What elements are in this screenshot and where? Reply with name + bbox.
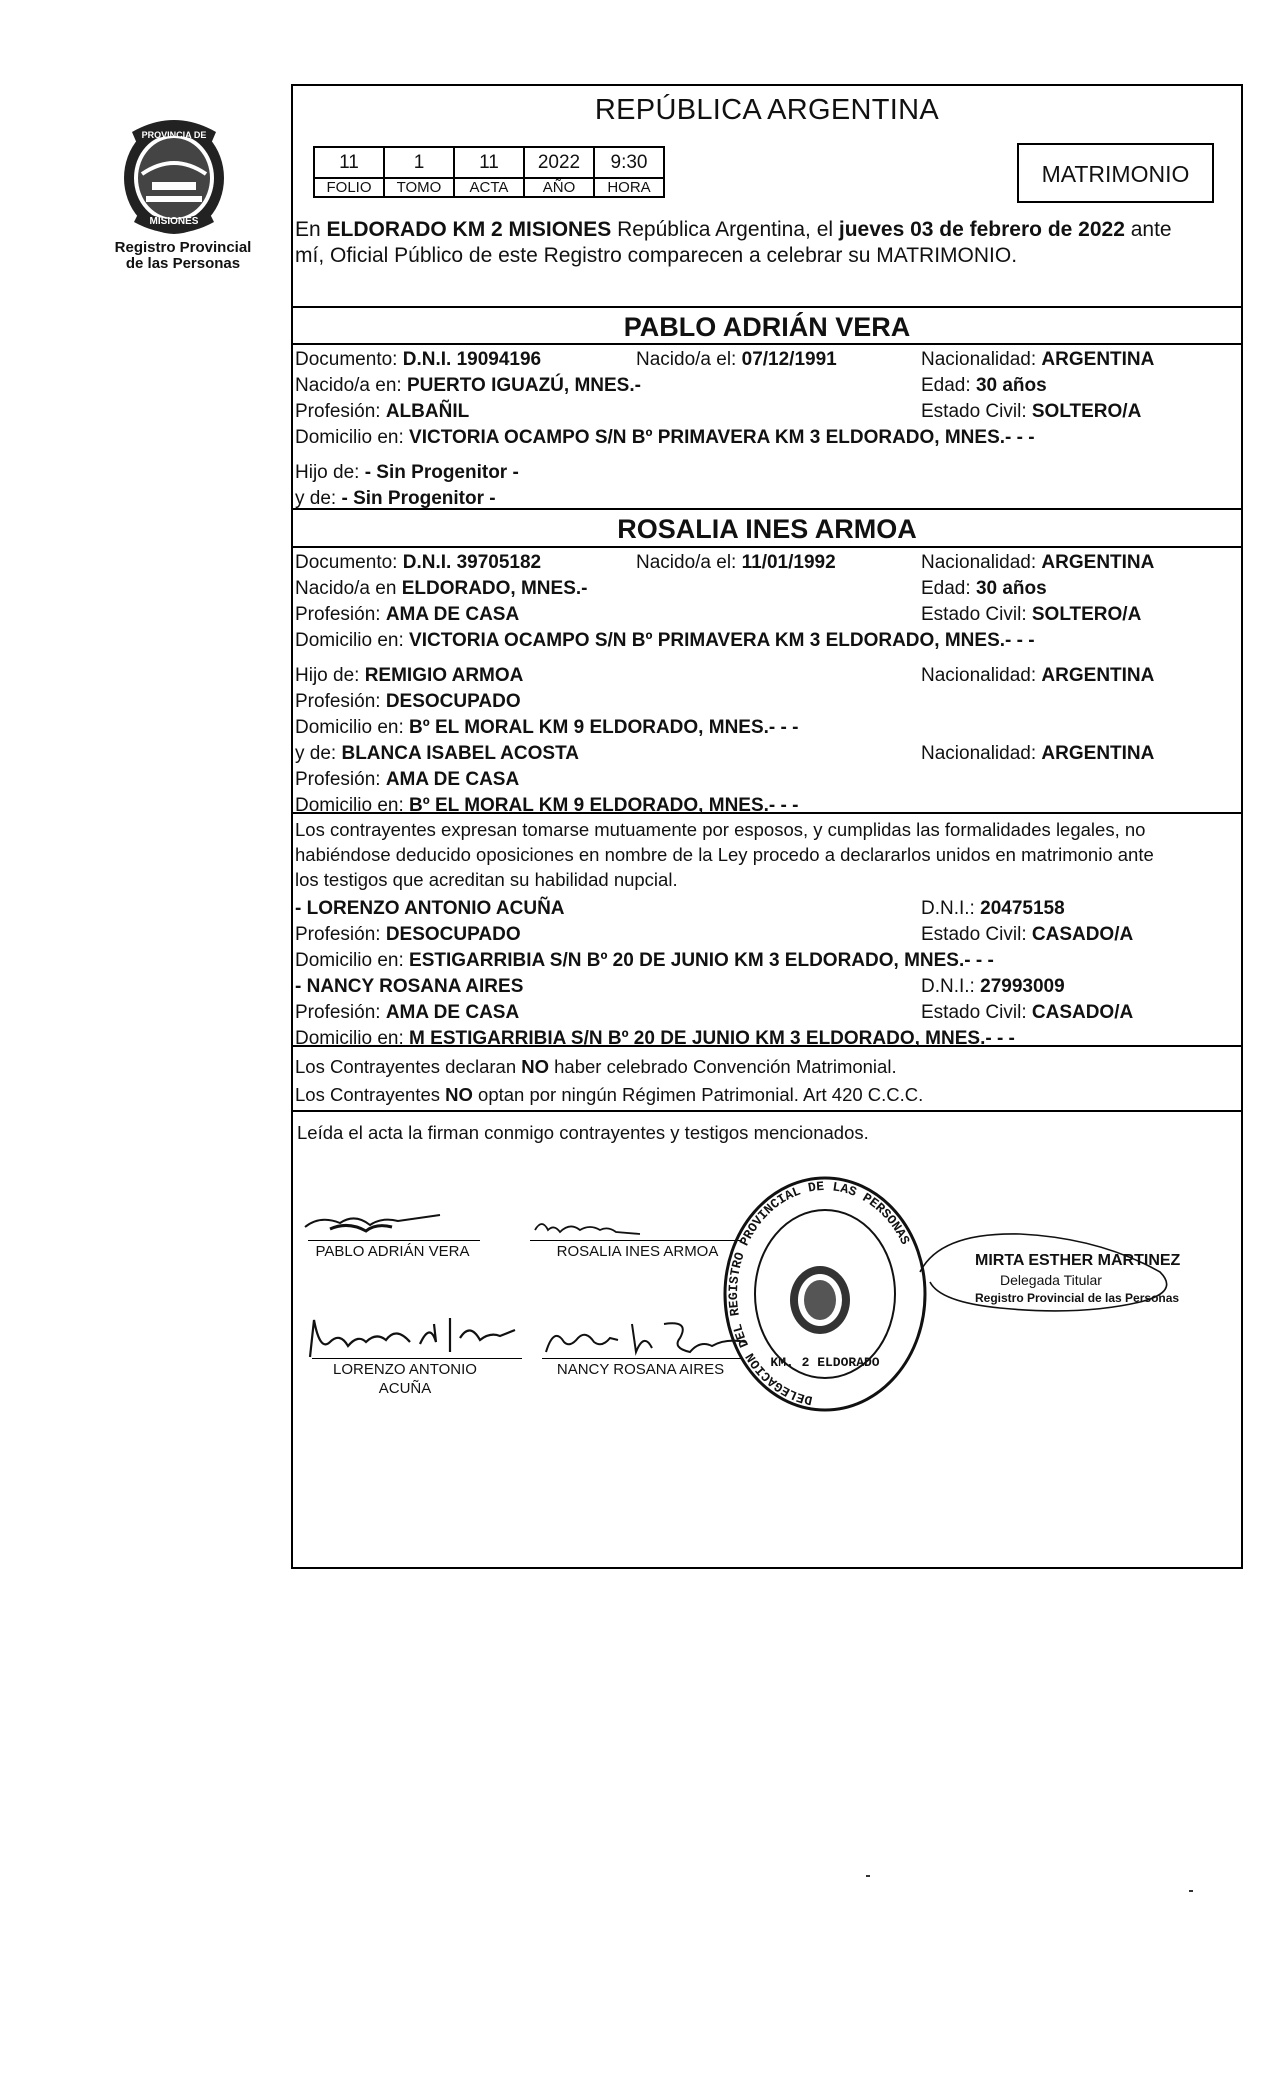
label: D.N.I.: (921, 898, 981, 919)
page-title: REPÚBLICA ARGENTINA (594, 94, 940, 126)
intro-line1 (295, 218, 1172, 242)
text: Los Contrayentes declaran (295, 1056, 522, 1077)
label: Profesión: (295, 924, 386, 945)
acta-label: ACTA (454, 178, 524, 197)
c2-prof (295, 603, 519, 627)
t2-civil (921, 1001, 1133, 1025)
value: AMA DE CASA (385, 1002, 520, 1023)
c1-doc (295, 348, 541, 372)
c2-father-addr (295, 716, 798, 740)
value: 30 años (975, 578, 1047, 599)
value: CASADO/A (1031, 924, 1134, 945)
c2-father (295, 664, 523, 688)
tomo-value: 1 (384, 147, 454, 178)
label: Estado Civil: (921, 401, 1032, 422)
t2-addr (295, 1027, 1015, 1051)
value: CASADO/A (1031, 1002, 1134, 1023)
intro-text: ante (1124, 218, 1172, 241)
value: M ESTIGARRIBIA S/N Bº 20 DE JUNIO KM 3 ELDORADO, MNES.- - - (409, 1028, 1015, 1049)
folio-label: FOLIO (314, 178, 384, 197)
label: Profesión: (295, 604, 386, 625)
signature-label-nancy: NANCY ROSANA AIRES (556, 1361, 725, 1378)
hora-value: 9:30 (594, 147, 664, 178)
text: haber celebrado Convención Matrimonial. (549, 1056, 897, 1077)
c1-age (921, 374, 1047, 398)
registry-logo (108, 112, 258, 272)
label: Estado Civil: (921, 924, 1032, 945)
t2-prof (295, 1001, 519, 1025)
declaration-line1: Los contrayentes expresan tomarse mutuamente por esposos, y cumplidas las formalidades legales, no (295, 819, 1146, 840)
c1-prof (295, 400, 469, 424)
signature-line (308, 1240, 480, 1241)
value: SOLTERO/A (1031, 401, 1142, 422)
label: Nacido/a el: (636, 349, 742, 370)
logo-caption-line1: Registro Provincial (114, 239, 252, 256)
label: Domicilio en: (295, 717, 410, 738)
c2-mother-nat (921, 742, 1154, 766)
value: 30 años (975, 375, 1047, 396)
value: VICTORIA OCAMPO S/N Bº PRIMAVERA KM 3 ELDORADO, MNES.- - - (409, 427, 1035, 448)
convention-note (295, 1055, 897, 1079)
divider (291, 546, 1243, 548)
scan-speck (866, 1875, 870, 1877)
anio-label: AÑO (524, 178, 594, 197)
label: Nacido/a el: (636, 552, 742, 573)
c2-father-nat (921, 664, 1154, 688)
label: Profesión: (295, 401, 386, 422)
label: Nacionalidad: (921, 743, 1042, 764)
signature-line (312, 1358, 522, 1359)
divider (291, 343, 1243, 345)
signature-label-rosalia: ROSALIA INES ARMOA (556, 1243, 719, 1260)
text: optan por ningún Régimen Patrimonial. Art 420 C.C.C. (472, 1084, 924, 1105)
label: Edad: (921, 578, 976, 599)
label: Nacionalidad: (921, 665, 1042, 686)
signature-label-lorenzo-1: LORENZO ANTONIO (333, 1361, 477, 1378)
label: Documento: (295, 552, 403, 573)
signature-rosalia-icon (530, 1212, 650, 1242)
value: ELDORADO, MNES.- (401, 578, 588, 599)
label: Nacido/a en: (295, 375, 407, 396)
label: Documento: (295, 349, 403, 370)
label: Hijo de: (295, 665, 365, 686)
anio-value: 2022 (524, 147, 594, 178)
label: Edad: (921, 375, 976, 396)
official-name: MIRTA ESTHER MARTINEZ (975, 1252, 1181, 1269)
value: Bº EL MORAL KM 9 ELDORADO, MNES.- - - (409, 717, 799, 738)
value: REMIGIO ARMOA (364, 665, 524, 686)
intro-place: ELDORADO KM 2 MISIONES (326, 218, 612, 241)
contrayente1-name: PABLO ADRIÁN VERA (623, 312, 911, 342)
c2-nat (921, 551, 1154, 575)
c2-father-prof (295, 690, 521, 714)
value: VICTORIA OCAMPO S/N Bº PRIMAVERA KM 3 ELDORADO, MNES.- - - (409, 630, 1035, 651)
emblem-top-text: PROVINCIA DE (141, 130, 207, 140)
official-stamp-icon (720, 1170, 930, 1415)
misiones-emblem-icon (114, 112, 239, 240)
value: 07/12/1991 (741, 349, 837, 370)
label: Profesión: (295, 691, 386, 712)
label: Hijo de: (295, 462, 365, 483)
c2-birthplace (295, 577, 587, 601)
label: y de: (295, 488, 342, 509)
c2-mother-prof (295, 768, 519, 792)
stamp-ring-text: DELEGACION DEL REGISTRO PROVINCIAL DE LAS PERSONAS (726, 1178, 913, 1408)
label: Domicilio en: (295, 427, 410, 448)
value: BLANCA ISABEL ACOSTA (341, 743, 579, 764)
t1-addr (295, 949, 994, 973)
value: - Sin Progenitor - (341, 488, 496, 509)
label: Profesión: (295, 1002, 386, 1023)
signature-line (542, 1358, 742, 1359)
text: NO (445, 1084, 473, 1105)
c2-mother (295, 742, 579, 766)
value: Bº EL MORAL KM 9 ELDORADO, MNES.- - - (409, 795, 799, 816)
official-org: Registro Provincial de las Personas (975, 1291, 1180, 1305)
value: AMA DE CASA (385, 604, 520, 625)
divider (291, 306, 1243, 308)
value: PUERTO IGUAZÚ, MNES.- (406, 375, 641, 396)
value: ARGENTINA (1041, 665, 1155, 686)
scan-speck (1189, 1890, 1193, 1892)
value: ALBAÑIL (385, 401, 470, 422)
value: ARGENTINA (1041, 743, 1155, 764)
intro-date: jueves 03 de febrero de 2022 (838, 218, 1125, 241)
c2-doc (295, 551, 541, 575)
signature-label-pablo: PABLO ADRIÁN VERA (315, 1243, 470, 1260)
label: Domicilio en: (295, 1028, 410, 1049)
value: - Sin Progenitor - (364, 462, 519, 483)
c1-mother (295, 487, 496, 511)
signature-pablo-icon (300, 1205, 450, 1245)
intro-text: República Argentina, el (611, 218, 839, 241)
label: Profesión: (295, 769, 386, 790)
value: D.N.I. 19094196 (402, 349, 542, 370)
value: 27993009 (980, 976, 1065, 997)
emblem-bottom-text: MISIONES (149, 216, 199, 227)
folio-value: 11 (314, 147, 384, 178)
value: ESTIGARRIBIA S/N Bº 20 DE JUNIO KM 3 ELDORADO, MNES.- - - (409, 950, 994, 971)
label: D.N.I.: (921, 976, 981, 997)
hora-label: HORA (594, 178, 664, 197)
t1-prof (295, 923, 521, 947)
acta-value: 11 (454, 147, 524, 178)
label: Nacionalidad: (921, 349, 1042, 370)
signature-label-lorenzo-2: ACUÑA (378, 1380, 432, 1397)
c2-mother-addr (295, 794, 798, 818)
c2-civil (921, 603, 1141, 627)
value: ARGENTINA (1041, 349, 1155, 370)
label: Nacido/a en (295, 578, 402, 599)
testigo2-name: - NANCY ROSANA AIRES (295, 976, 524, 997)
closing-text: Leída el acta la firman conmigo contrayentes y testigos mencionados. (297, 1122, 869, 1143)
c1-addr (295, 426, 1035, 450)
tomo-label: TOMO (384, 178, 454, 197)
c1-birthplace (295, 374, 641, 398)
t2-dni (921, 975, 1065, 999)
label: Nacionalidad: (921, 552, 1042, 573)
label: Domicilio en: (295, 795, 410, 816)
testigo1-name: - LORENZO ANTONIO ACUÑA (295, 898, 565, 919)
declaration-line2: habiéndose deducido oposiciones en nombre de la Ley procedo a declararlos unidos en matrimonio ante (295, 844, 1154, 865)
c1-born (636, 348, 837, 372)
text: Los Contrayentes (295, 1084, 446, 1105)
c1-civil (921, 400, 1141, 424)
contrayente2-name: ROSALIA INES ARMOA (617, 514, 917, 544)
stamp-inner-text: KM. 2 ELDORADO (770, 1355, 880, 1370)
signature-lorenzo-icon (300, 1312, 525, 1362)
intro-text: En (295, 218, 327, 241)
t1-dni (921, 897, 1065, 921)
label: y de: (295, 743, 342, 764)
intro-line2: mí, Oficial Público de este Registro comparecen a celebrar su MATRIMONIO. (295, 244, 1018, 267)
value: DESOCUPADO (385, 924, 521, 945)
c2-born (636, 551, 836, 575)
c2-age (921, 577, 1047, 601)
logo-caption-line2: de las Personas (125, 255, 241, 272)
act-type-box: MATRIMONIO (1017, 143, 1214, 203)
c2-addr (295, 629, 1035, 653)
divider (291, 1110, 1243, 1112)
registry-table (313, 146, 665, 198)
value: AMA DE CASA (385, 769, 520, 790)
c1-nat (921, 348, 1154, 372)
value: 20475158 (980, 898, 1065, 919)
value: 11/01/1992 (741, 552, 836, 573)
value: DESOCUPADO (385, 691, 521, 712)
label: Domicilio en: (295, 950, 410, 971)
label: Estado Civil: (921, 604, 1032, 625)
label: Domicilio en: (295, 630, 410, 651)
value: ARGENTINA (1041, 552, 1155, 573)
declaration-line3: los testigos que acreditan su habilidad nupcial. (295, 869, 678, 890)
official-role: Delegada Titular (1000, 1272, 1102, 1288)
value: D.N.I. 39705182 (402, 552, 542, 573)
regime-note (295, 1083, 923, 1107)
t1-civil (921, 923, 1133, 947)
label: Estado Civil: (921, 1002, 1032, 1023)
value: SOLTERO/A (1031, 604, 1142, 625)
c1-father (295, 461, 519, 485)
text: NO (521, 1056, 549, 1077)
signature-line (530, 1240, 742, 1241)
